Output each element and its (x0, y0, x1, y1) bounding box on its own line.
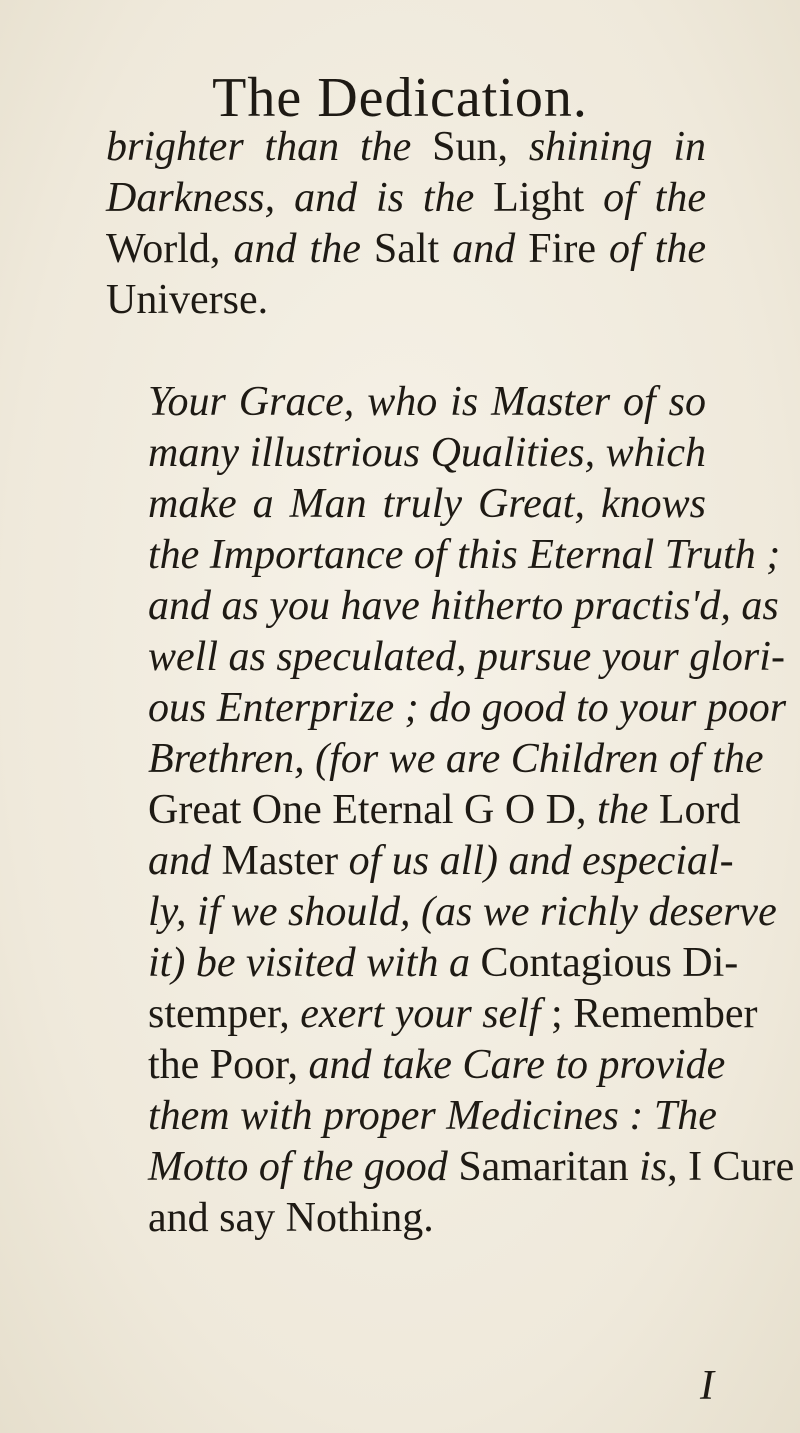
roman-run: World, (106, 226, 234, 272)
italic-run: is (639, 1144, 668, 1190)
text-line (106, 785, 741, 836)
text-line (106, 275, 706, 326)
italic-run: Darkness, and is the (106, 175, 475, 221)
roman-run: Great One Eternal G O D, (148, 787, 597, 833)
text-line (106, 1142, 795, 1193)
dedication-text (106, 122, 795, 1244)
catchword: I (700, 1363, 714, 1409)
text-line (106, 1040, 726, 1091)
roman-run: Sun, (411, 124, 529, 170)
roman-run: , I Cure (667, 1144, 795, 1190)
text-line (106, 224, 706, 275)
text-line (106, 734, 764, 785)
italic-run: well as speculated, pursue your glori- (148, 634, 785, 680)
italic-run: ous Enterprize ; do good to your poor (148, 685, 787, 731)
italic-run: the (597, 787, 649, 833)
text-line (106, 1193, 706, 1244)
text-line (106, 938, 739, 989)
roman-run: Light (474, 175, 604, 221)
text-line (106, 530, 781, 581)
italic-run: of the (603, 175, 706, 221)
roman-run: the Poor, (148, 1042, 309, 1088)
roman-run: Universe. (106, 277, 269, 323)
italic-run: ly, if we should, (as we richly deserve (148, 889, 777, 935)
text-line (106, 479, 706, 530)
italic-run: Brethren, (for we are Children of the (148, 736, 764, 782)
text-line (106, 887, 777, 938)
italic-run: Motto of the good (148, 1144, 448, 1190)
roman-run: ; Remember (540, 991, 758, 1037)
roman-run: Lord (648, 787, 741, 833)
text-line (106, 836, 734, 887)
italic-run: them with proper Medicines : The (148, 1093, 717, 1139)
italic-run: and as you have hitherto practis'd, as (148, 583, 779, 629)
roman-run: Salt (360, 226, 453, 272)
text-line (106, 1091, 717, 1142)
italic-run: and (148, 838, 211, 884)
paragraph-2 (106, 377, 795, 1244)
roman-run: Master (211, 838, 349, 884)
running-head: The Dedication. (212, 67, 588, 129)
italic-run: make a Man truly Great, knows (148, 481, 706, 527)
italic-run: and take Care to provide (308, 1042, 726, 1088)
text-line (106, 377, 706, 428)
italic-run: and the (233, 226, 361, 272)
text-line (106, 122, 706, 173)
roman-run: and say Nothing. (148, 1195, 434, 1241)
roman-run: stemper, (148, 991, 301, 1037)
italic-run: exert your self (300, 991, 541, 1037)
italic-run: and (452, 226, 516, 272)
text-line (106, 428, 706, 479)
text-line (106, 989, 758, 1040)
italic-run: of the (609, 226, 707, 272)
roman-run: Fire (515, 226, 609, 272)
italic-run: of us all) and especial- (348, 838, 734, 884)
text-line (106, 632, 785, 683)
italic-run: it) be visited with a (148, 940, 470, 986)
text-line (106, 173, 706, 224)
italic-run: brighter than the (106, 124, 412, 170)
italic-run: many illustrious Qualities, which (148, 430, 706, 476)
text-line (106, 683, 787, 734)
roman-run: Contagious Di- (469, 940, 739, 986)
paragraph-1 (106, 122, 706, 326)
italic-run: Your Grace, who is Master of so (148, 379, 706, 425)
roman-run: Samaritan (447, 1144, 640, 1190)
italic-run: shining in (528, 124, 707, 170)
text-line (106, 581, 779, 632)
italic-run: the Importance of this Eternal Truth ; (148, 532, 781, 578)
